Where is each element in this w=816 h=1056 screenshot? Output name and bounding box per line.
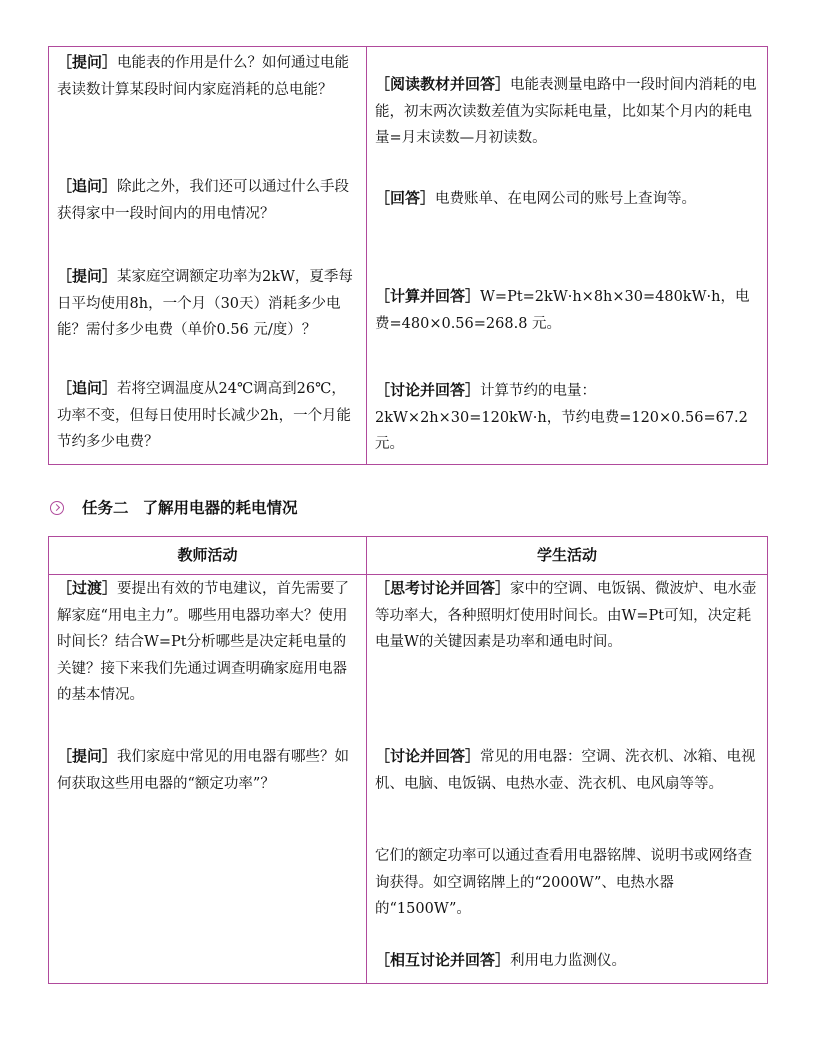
answer-text: 利用电力监测仪。 bbox=[510, 953, 627, 969]
tag-label: ［计算并回答］ bbox=[375, 287, 481, 305]
task-number: 任务二 bbox=[82, 499, 129, 517]
tag-label: ［提问］ bbox=[57, 53, 118, 71]
chevron-circle-icon bbox=[50, 501, 64, 515]
tag-label: ［讨论并回答］ bbox=[375, 747, 481, 765]
task-title-text: 了解用电器的耗电情况 bbox=[142, 499, 298, 517]
question-text: 某家庭空调额定功率为2kW，夏季每日平均使用8h，一个月（30天）消耗多少电能？需付多少电费（单价0.56 元/度）？ bbox=[57, 269, 353, 338]
tag-label: ［回答］ bbox=[375, 189, 436, 207]
question-text: 我们家庭中常见的用电器有哪些？如何获取这些用电器的“额定功率”？ bbox=[57, 749, 350, 792]
teacher-question-2 bbox=[57, 263, 356, 344]
student-answer-2 bbox=[375, 185, 757, 213]
question-text: 若将空调温度从24℃调高到26℃，功率不变，但每日使用时长减少2h，一个月能节约多少电费？ bbox=[57, 381, 352, 450]
teacher-transition bbox=[57, 575, 356, 709]
answer-text: 计算节约的电量：2kW×2h×30=120kW·h，节约电费=120×0.56=67.2 元。 bbox=[375, 383, 748, 452]
student-answer-4 bbox=[375, 377, 757, 458]
answer-text: 常见的用电器：空调、洗衣机、冰箱、电视机、电脑、电饭锅、电热水壶、洗衣机、电风扇等等。 bbox=[375, 749, 756, 792]
tag-label: ［讨论并回答］ bbox=[375, 381, 481, 399]
transition-text: 要提出有效的节电建议，首先需要了解家庭“用电主力”。哪些用电器功率大？使用时间长？结合W=Pt分析哪些是决定耗电量的关键？接下来我们先通过调查明确家庭用电器的基本情况。 bbox=[57, 581, 350, 703]
teacher-question bbox=[57, 743, 356, 797]
answer-text: 电能表测量电路中一段时间内消耗的电能，初末两次读数差值为实际耗电量，比如某个月内的耗电量=月末读数—月初读数。 bbox=[375, 77, 757, 146]
teacher-followup-2 bbox=[57, 375, 356, 456]
task-heading bbox=[50, 496, 298, 520]
tag-label: ［追问］ bbox=[57, 177, 118, 195]
student-answer-1 bbox=[375, 71, 757, 152]
tag-label: ［思考讨论并回答］ bbox=[375, 579, 511, 597]
teacher-column bbox=[49, 537, 367, 983]
activity-table-2 bbox=[48, 536, 768, 984]
teacher-question-1 bbox=[57, 49, 356, 103]
header-teacher-activity: 教师活动 bbox=[177, 546, 238, 564]
header-row bbox=[49, 537, 366, 575]
activity-table-1 bbox=[48, 46, 768, 465]
student-answer-2 bbox=[375, 743, 757, 797]
question-text: 除此之外，我们还可以通过什么手段获得家中一段时间内的用电情况？ bbox=[57, 179, 350, 222]
teacher-followup-1 bbox=[57, 173, 356, 227]
student-column bbox=[367, 537, 767, 983]
student-answer-3 bbox=[375, 843, 757, 923]
answer-text: W=Pt=2kW·h×8h×30=480kW·h，电费=480×0.56=268.8 元。 bbox=[375, 289, 750, 332]
header-student-activity: 学生活动 bbox=[536, 546, 597, 564]
teacher-column bbox=[49, 47, 367, 464]
tag-label: ［过渡］ bbox=[57, 579, 118, 597]
tag-label: ［相互讨论并回答］ bbox=[375, 951, 511, 969]
student-answer-1 bbox=[375, 575, 757, 656]
answer-text: 电费账单、在电网公司的账号上查询等。 bbox=[435, 191, 697, 207]
answer-text: 它们的额定功率可以通过查看用电器铭牌、说明书或网络查询获得。如空调铭牌上的“2000W”、电热水器的“1500W”。 bbox=[375, 848, 752, 917]
header-row bbox=[367, 537, 767, 575]
tag-label: ［提问］ bbox=[57, 747, 118, 765]
student-answer-4 bbox=[375, 947, 757, 975]
tag-label: ［提问］ bbox=[57, 267, 118, 285]
tag-label: ［阅读教材并回答］ bbox=[375, 75, 511, 93]
student-column bbox=[367, 47, 767, 464]
answer-text: 家中的空调、电饭锅、微波炉、电水壶等功率大，各种照明灯使用时间长。由W=Pt可知，决定耗电量W的关键因素是功率和通电时间。 bbox=[375, 581, 757, 650]
question-text: 电能表的作用是什么？如何通过电能表读数计算某段时间内家庭消耗的总电能？ bbox=[57, 55, 350, 98]
tag-label: ［追问］ bbox=[57, 379, 118, 397]
student-answer-3 bbox=[375, 283, 757, 337]
